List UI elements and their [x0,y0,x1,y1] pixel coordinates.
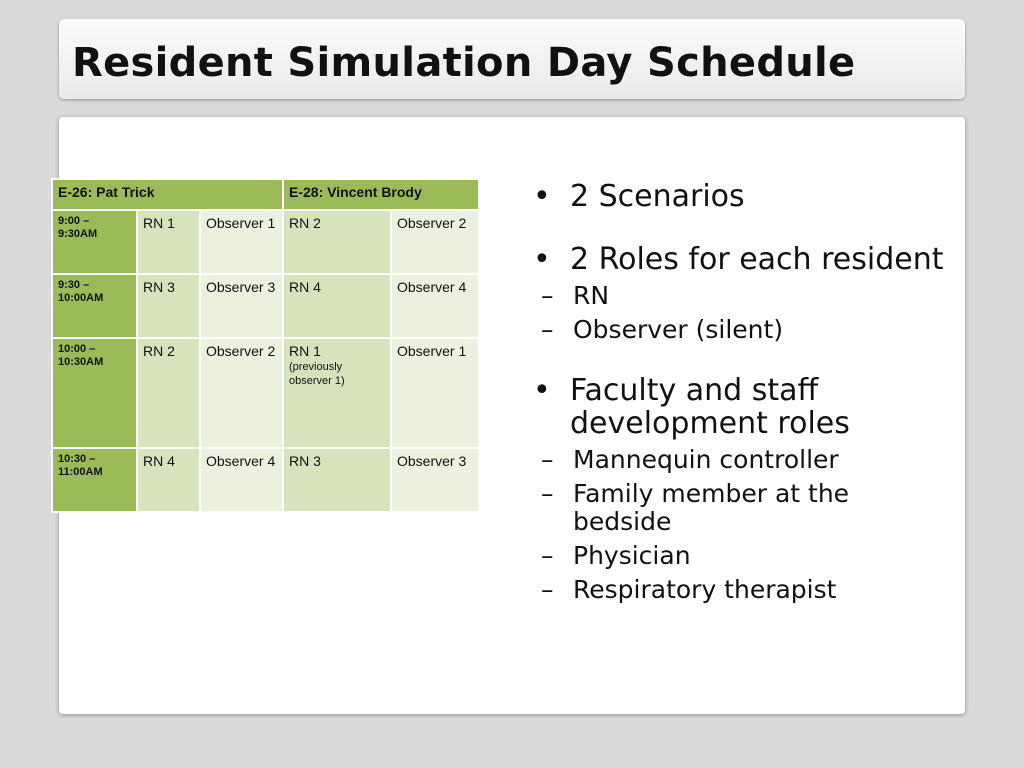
table-header-row [52,179,479,210]
sub-item [529,576,949,604]
sub-list [529,282,949,344]
table-cell: RN 4 [137,448,200,512]
sub-text: Respiratory therapist [573,575,837,604]
bullet-text: 2 Roles for each resident [570,242,944,277]
dash-marker: – [541,315,554,344]
bullet-text: Faculty and staff development roles [570,373,850,441]
table-cell [283,448,391,512]
sub-item [529,316,949,344]
sub-item [529,446,949,474]
table-cell: RN 1 [137,210,200,274]
sub-list [529,446,949,604]
bullet-text: 2 Scenarios [570,179,745,214]
bullet-marker: • [533,242,551,277]
table-row [52,210,479,274]
bullet-item [529,243,949,344]
slide-title: Resident Simulation Day Schedule [72,40,856,86]
table-row [52,274,479,338]
cell-role: RN 2 [289,215,321,231]
sub-text: Family member at the bedside [573,479,850,536]
table-header-e26: E-26: Pat Trick [52,179,283,210]
dash-marker: – [541,541,554,570]
sub-item [529,480,949,536]
table-cell: Observer 3 [200,274,283,338]
cell-role: RN 3 [289,453,321,469]
dash-marker: – [541,445,554,474]
table-row [52,338,479,448]
cell-role: RN 4 [289,279,321,295]
cell-role: RN 1 [289,343,321,359]
table-cell: RN 3 [137,274,200,338]
bullet-item [529,180,949,213]
title-bar [59,19,965,99]
dash-marker: – [541,575,554,604]
bullet-marker: • [533,179,551,214]
table-cell: Observer 2 [200,338,283,448]
table-cell: Observer 1 [391,338,479,448]
table-header-e28: E-28: Vincent Brody [283,179,479,210]
table-cell: Observer 1 [200,210,283,274]
sub-item [529,542,949,570]
schedule-table [51,178,480,513]
table-cell [283,338,391,448]
cell-note: (previously observer 1) [289,361,345,387]
dash-marker: – [541,281,554,310]
table-cell [283,274,391,338]
table-row [52,448,479,512]
bullet-list [529,180,949,634]
content-panel [59,117,965,714]
table-cell: RN 2 [137,338,200,448]
table-cell [283,210,391,274]
table-cell: Observer 4 [200,448,283,512]
time-slot: 9:00 – 9:30AM [52,210,137,274]
time-slot: 9:30 – 10:00AM [52,274,137,338]
table-cell: Observer 4 [391,274,479,338]
table-cell: Observer 2 [391,210,479,274]
sub-item [529,282,949,310]
bullet-item [529,374,949,604]
bullet-marker: • [533,373,551,408]
time-slot: 10:30 – 11:00AM [52,448,137,512]
sub-text: Physician [573,541,691,570]
sub-text: Observer (silent) [573,315,784,344]
time-slot: 10:00 – 10:30AM [52,338,137,448]
dash-marker: – [541,479,554,508]
sub-text: Mannequin controller [573,445,839,474]
sub-text: RN [573,281,610,310]
table-cell: Observer 3 [391,448,479,512]
